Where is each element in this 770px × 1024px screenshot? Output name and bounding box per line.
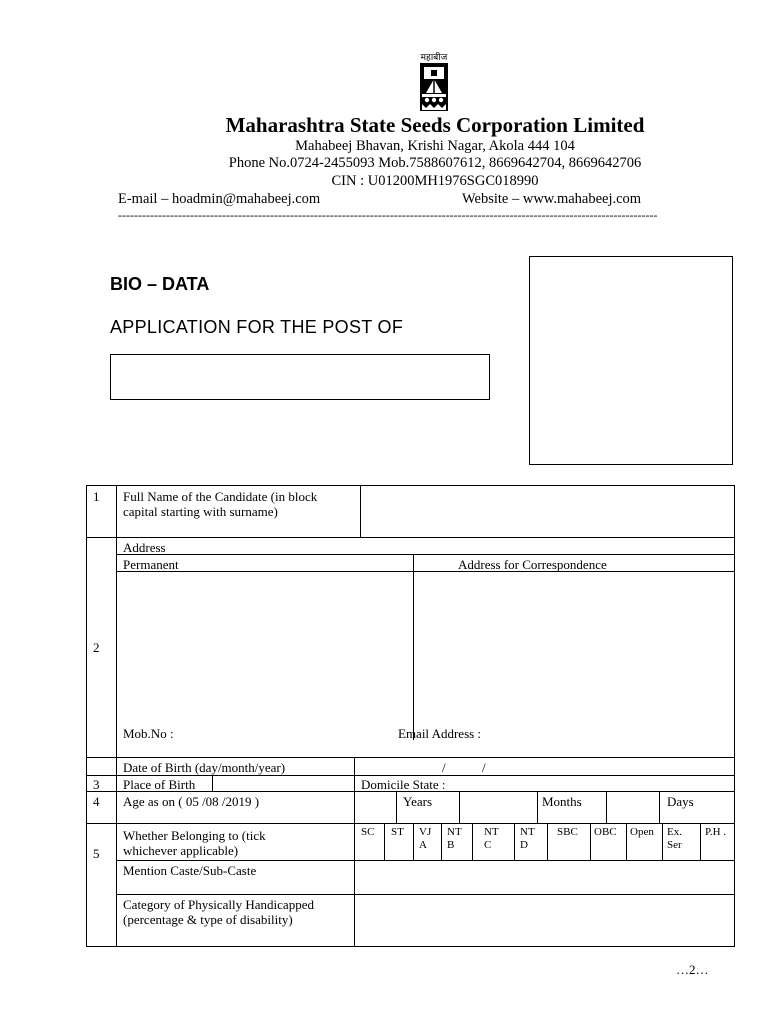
- logo-text: महाबीज: [420, 53, 448, 63]
- row-number-2: 2: [93, 640, 100, 655]
- page-marker: …2…: [676, 962, 709, 977]
- belonging-category-label: Whether Belonging to (tick whichever applicable): [123, 828, 266, 858]
- category-vja[interactable]: VJ A: [419, 826, 432, 851]
- correspondence-address-label: Address for Correspondence: [458, 557, 607, 572]
- category-obc[interactable]: OBC: [594, 826, 617, 838]
- organization-cin: CIN : U01200MH1976SGC018990: [331, 173, 539, 189]
- full-name-label: Full Name of the Candidate (in block capital starting with surname): [123, 489, 318, 519]
- correspondence-address-field[interactable]: [415, 573, 733, 739]
- category-open[interactable]: Open: [630, 826, 654, 838]
- organization-website: Website – www.mahabeej.com: [462, 191, 642, 207]
- category-st[interactable]: ST: [391, 826, 404, 838]
- category-physically-handicapped[interactable]: P.H .: [705, 826, 727, 838]
- years-label: Years: [403, 794, 433, 809]
- category-ntc[interactable]: NT C: [484, 826, 499, 851]
- months-label: Months: [542, 794, 582, 809]
- caste-subcaste-label: Mention Caste/Sub-Caste: [123, 863, 257, 878]
- domicile-state-label: Domicile State :: [361, 777, 446, 792]
- row-number-1: 1: [93, 489, 100, 504]
- physically-handicapped-label: Category of Physically Handicapped (percentage & type of disability): [123, 897, 314, 927]
- organization-email: E-mail – hoadmin@mahabeej.com: [118, 191, 321, 207]
- place-of-birth-label: Place of Birth: [123, 777, 196, 792]
- organization-title: Maharashtra State Seeds Corporation Limited: [225, 113, 645, 137]
- category-sbc[interactable]: SBC: [557, 826, 578, 838]
- email-address-label: Email Address :: [398, 726, 482, 741]
- full-name-field[interactable]: [362, 487, 733, 536]
- organization-phone: Phone No.0724-2455093 Mob.7588607612, 8669642704, 8669642706: [228, 155, 642, 171]
- category-ex-serviceman[interactable]: Ex. Ser: [667, 826, 682, 851]
- permanent-address-label: Permanent: [123, 557, 179, 572]
- row-number-3: 3: [93, 777, 100, 792]
- address-label: Address: [123, 540, 166, 555]
- form-heading: BIO – DATA: [110, 274, 210, 294]
- days-label: Days: [667, 794, 694, 809]
- row-number-5: 5: [93, 846, 100, 861]
- mobile-number-label: Mob.No :: [123, 726, 174, 741]
- physically-handicapped-field[interactable]: [356, 896, 733, 945]
- permanent-address-field[interactable]: [118, 573, 412, 723]
- category-sc[interactable]: SC: [361, 826, 375, 838]
- header-separator: ---------------------------------------------------------------------------------------------------------------------------------------: [118, 208, 658, 222]
- dob-label: Date of Birth (day/month/year): [123, 760, 286, 775]
- dob-separator: /: [482, 760, 486, 775]
- row-number-4: 4: [93, 794, 100, 809]
- category-ntd[interactable]: NT D: [520, 826, 535, 851]
- age-as-on-label: Age as on ( 05 /08 /2019 ): [123, 794, 260, 809]
- post-label: APPLICATION FOR THE POST OF: [110, 317, 404, 337]
- dob-separator: /: [442, 760, 446, 775]
- organization-address: Mahabeej Bhavan, Krishi Nagar, Akola 444 104: [295, 138, 575, 154]
- category-ntb[interactable]: NT B: [447, 826, 462, 851]
- caste-subcaste-field[interactable]: [356, 862, 733, 893]
